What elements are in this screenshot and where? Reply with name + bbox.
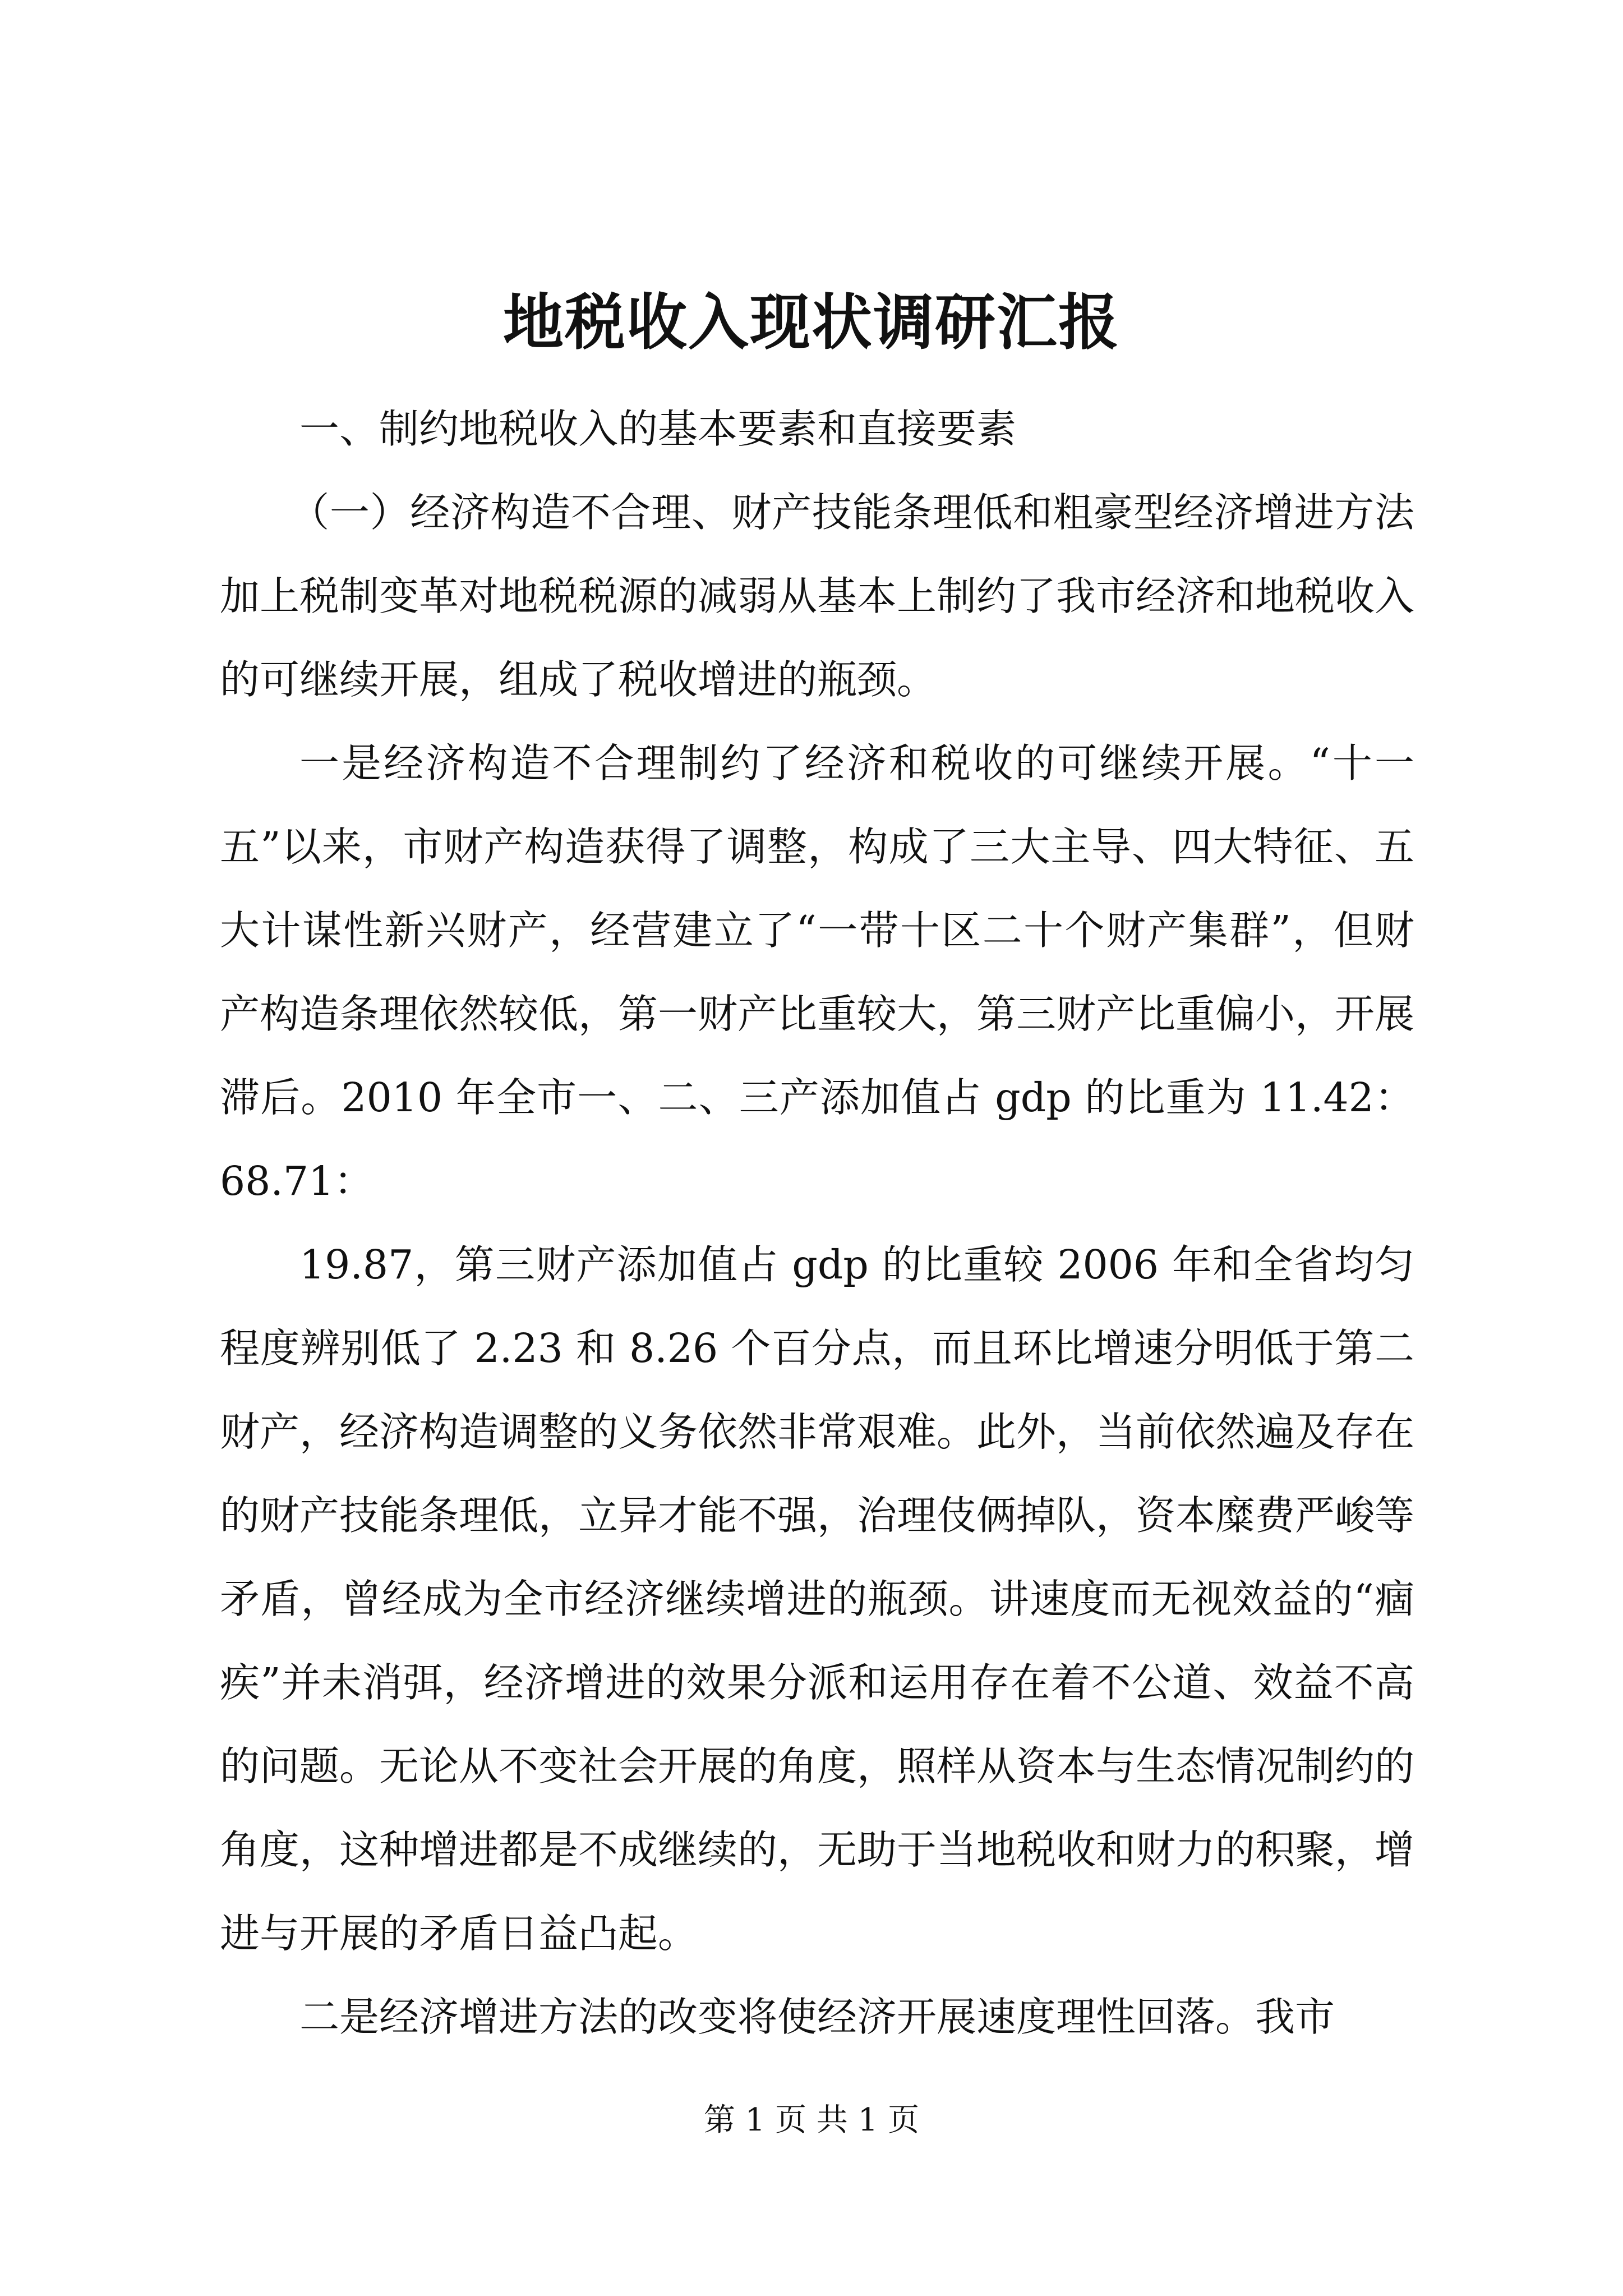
document-body bbox=[220, 387, 1414, 2059]
paragraph: （一）经济构造不合理、财产技能条理低和粗豪型经济增进方法加上税制变革对地税税源的减弱从基本上制约了我市经济和地税收入的可继续开展，组成了税收增进的瓶颈。 bbox=[220, 489, 1415, 703]
paragraph: 二是经济增进方法的改变将使经济开展速度理性回落。我市 bbox=[299, 1994, 1335, 2040]
page-number: 第 1 页 共 1 页 bbox=[703, 2102, 920, 2138]
document-title: 地税收入现状调研汇报 bbox=[502, 287, 1120, 358]
section-heading: 一、制约地税收入的基本要素和直接要素 bbox=[299, 406, 1017, 452]
paragraph: 19.87，第三财产添加值占 gdp 的比重较 2006 年和全省均匀程度辨别低了 2.23 和 8.26 个百分点，而且环比增速分明低于第二财产，经济构造调整的义务依然非常艰难。此外，当前依然遍及存在的财产技能条理低，立异才能不强，治理伎俩掉队，资本糜费严峻等矛盾，曾经成为全市经济继续增进的瓶颈。讲速度而无视效益的“痼疾”并未消弭，经济增进的效果分派和运用存在着不公道、效益不高的问题。无论从不变社会开展的角度，照样从资本与生态情况制约的角度，这种增进都是不成继续的，无助于当地税收和财力的积聚，增进与开展的矛盾日益凸起。 bbox=[220, 1241, 1415, 1957]
paragraph: 一是经济构造不合理制约了经济和税收的可继续开展。“十一五”以来，市财产构造获得了调整，构成了三大主导、四大特征、五大计谋性新兴财产，经营建立了“一带十区二十个财产集群”，但财产构造条理依然较低，第一财产比重较大，第三财产比重偏小，开展滞后。2010 年全市一、二、三产添加值占 gdp 的比重为 11.42：68.71： bbox=[220, 740, 1415, 1204]
